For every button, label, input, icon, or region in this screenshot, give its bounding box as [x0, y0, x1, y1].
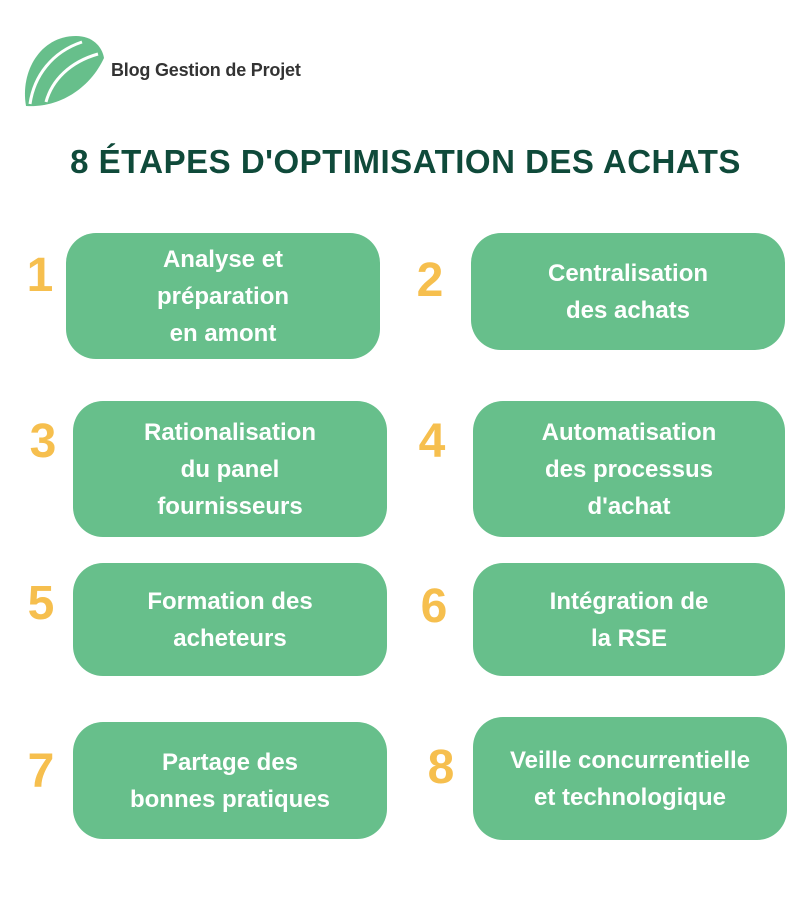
- step-number-1: 1: [26, 249, 54, 302]
- step-box-2: [471, 233, 785, 350]
- step-label-5: Formation des acheteurs: [147, 587, 313, 652]
- page-title: 8 ÉTAPES D'OPTIMISATION DES ACHATS: [70, 143, 741, 180]
- step-label-7: Partage des bonnes pratiques: [129, 748, 331, 813]
- step-box-8: [473, 717, 787, 840]
- step-label-8: Veille concurrentielle et technologique: [509, 746, 751, 811]
- step-box-1: [66, 233, 380, 359]
- step-number-3: 3: [29, 415, 57, 468]
- step-label-6: Intégration de la RSE: [549, 587, 709, 652]
- step-box-4: [473, 401, 785, 537]
- step-box-7: [73, 722, 387, 839]
- step-box-3: [73, 401, 387, 537]
- step-label-4: Automatisation des processus d'achat: [541, 418, 717, 520]
- leaf-icon: [20, 32, 106, 112]
- step-box-6: [473, 563, 785, 676]
- step-number-6: 6: [420, 580, 448, 633]
- logo: [20, 32, 320, 112]
- step-label-1: Analyse et préparation en amont: [156, 245, 290, 347]
- step-number-7: 7: [27, 745, 55, 798]
- step-label-3: Rationalisation du panel fournisseurs: [143, 418, 317, 520]
- step-number-4: 4: [418, 415, 446, 468]
- logo-text: Blog Gestion de Projet: [111, 60, 301, 80]
- step-number-8: 8: [427, 741, 455, 794]
- step-number-5: 5: [27, 577, 55, 630]
- step-box-5: [73, 563, 387, 676]
- step-label-2: Centralisation des achats: [547, 259, 709, 324]
- step-number-2: 2: [416, 254, 444, 307]
